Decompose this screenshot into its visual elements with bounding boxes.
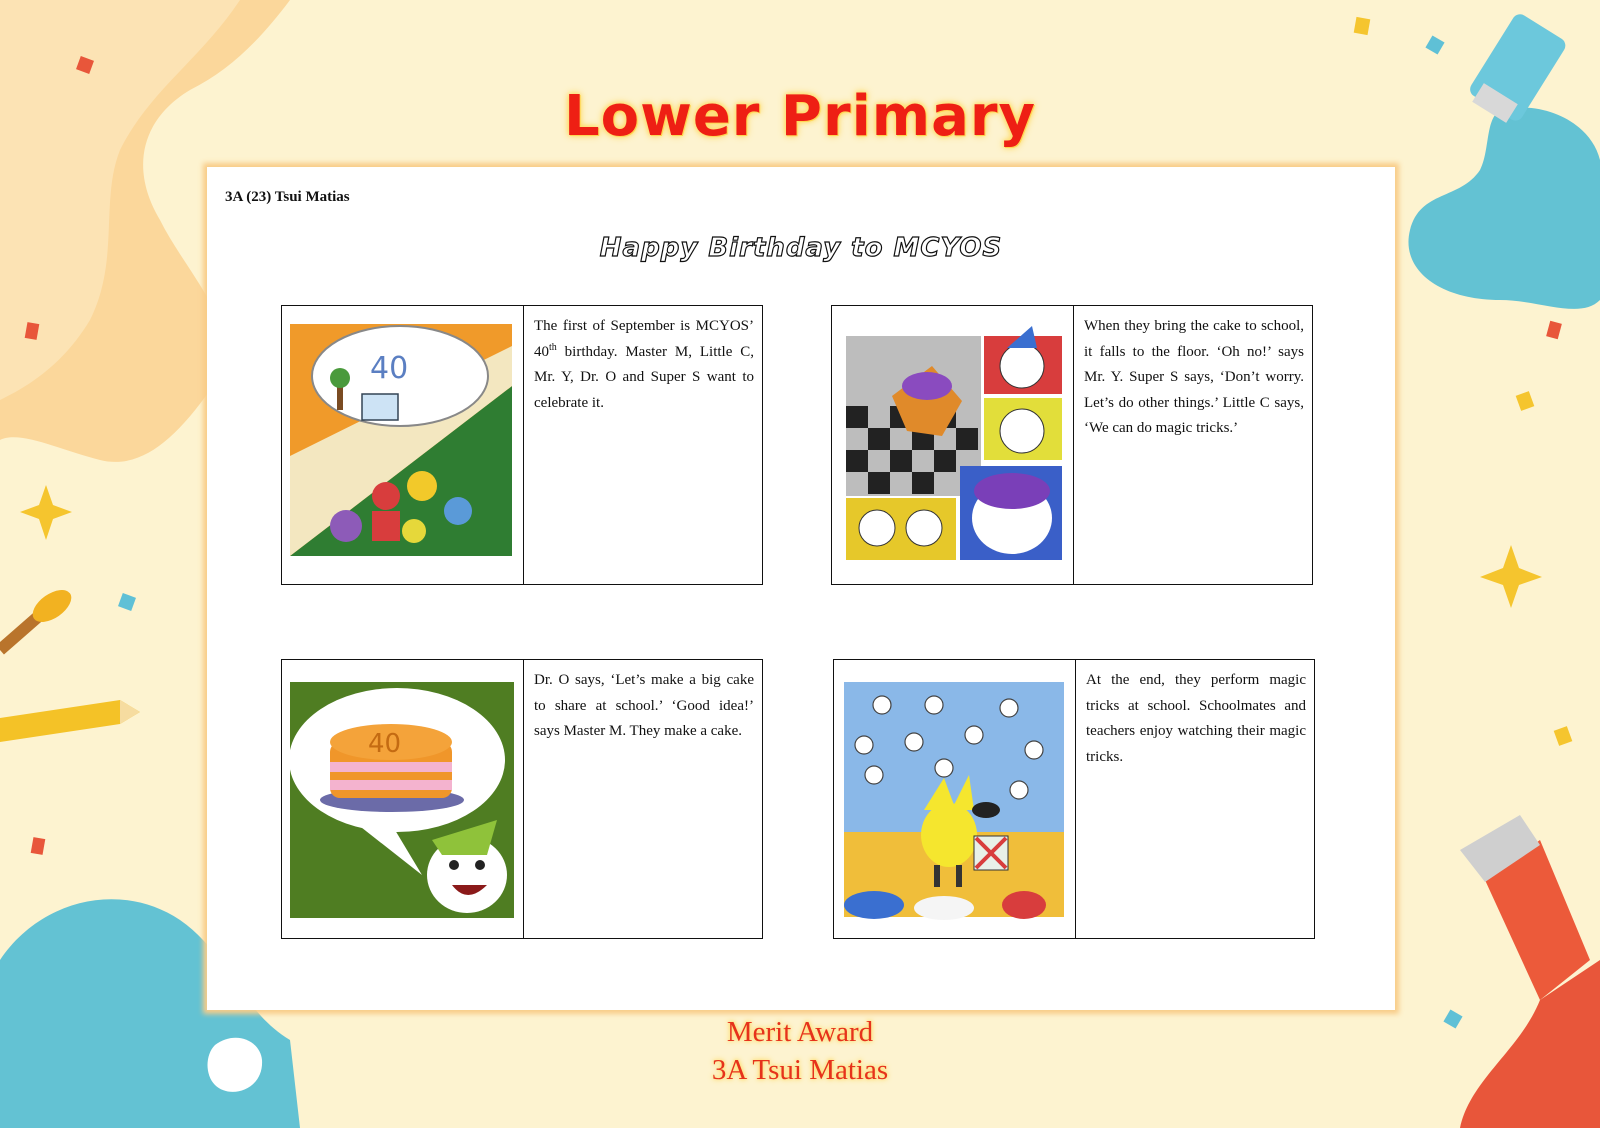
panel-3-caption: Dr. O says, ‘Let’s make a big cake to share at school.’ ‘Good idea!’ says Master M. They make a cake. (534, 672, 754, 739)
award-title: Merit Award (726, 1016, 874, 1048)
student-label: 3A (23) Tsui Matias (225, 189, 350, 205)
sparkle-icon-right (1480, 545, 1542, 608)
panel-2-drawing (832, 306, 1074, 584)
sparkle-icon-left (20, 485, 72, 540)
comic-panel-2 (831, 305, 1313, 585)
panel-2-caption: When they bring the cake to school, it falls to the floor. ‘Oh no!’ says Mr. Y. Super S says, ‘Don’t worry. Let’s do other things.’ Little C says, ‘We can do magic tricks.’ (1084, 318, 1304, 436)
comic-panel-3 (281, 659, 763, 939)
drawing-number: 40 (370, 351, 409, 386)
comic-panel-4 (833, 659, 1315, 939)
paintbrush-icon (0, 584, 77, 650)
confetti (31, 837, 46, 855)
panel-1-caption (534, 314, 754, 416)
caption-superscript: th (549, 341, 557, 353)
drawing-number: 40 (368, 729, 402, 759)
story-title: Happy Birthday to MCYOS (599, 233, 1003, 263)
caption-text: birthday. Master M, Little C, Mr. Y, Dr. O and Super S want to celebrate it. (534, 343, 754, 411)
page-heading: Lower Primary (563, 84, 1037, 149)
panel-1-drawing (282, 306, 524, 584)
caption-text: The first of September is MCYOS’ 40 (534, 318, 754, 360)
panel-4-drawing (834, 660, 1076, 938)
confetti (1425, 35, 1444, 54)
pencil-icon (0, 700, 140, 742)
panel-4-caption: At the end, they perform magic tricks at school. Schoolmates and teachers enjoy watching their magic tricks. (1086, 672, 1306, 765)
confetti (1554, 726, 1573, 746)
confetti (118, 593, 136, 611)
panel-3-drawing (282, 660, 524, 938)
awardee-name: 3A Tsui Matias (711, 1054, 889, 1086)
confetti (1546, 321, 1562, 340)
confetti (1354, 17, 1371, 35)
story-sheet (207, 167, 1395, 1010)
comic-panel-1 (281, 305, 763, 585)
confetti (1516, 391, 1535, 411)
